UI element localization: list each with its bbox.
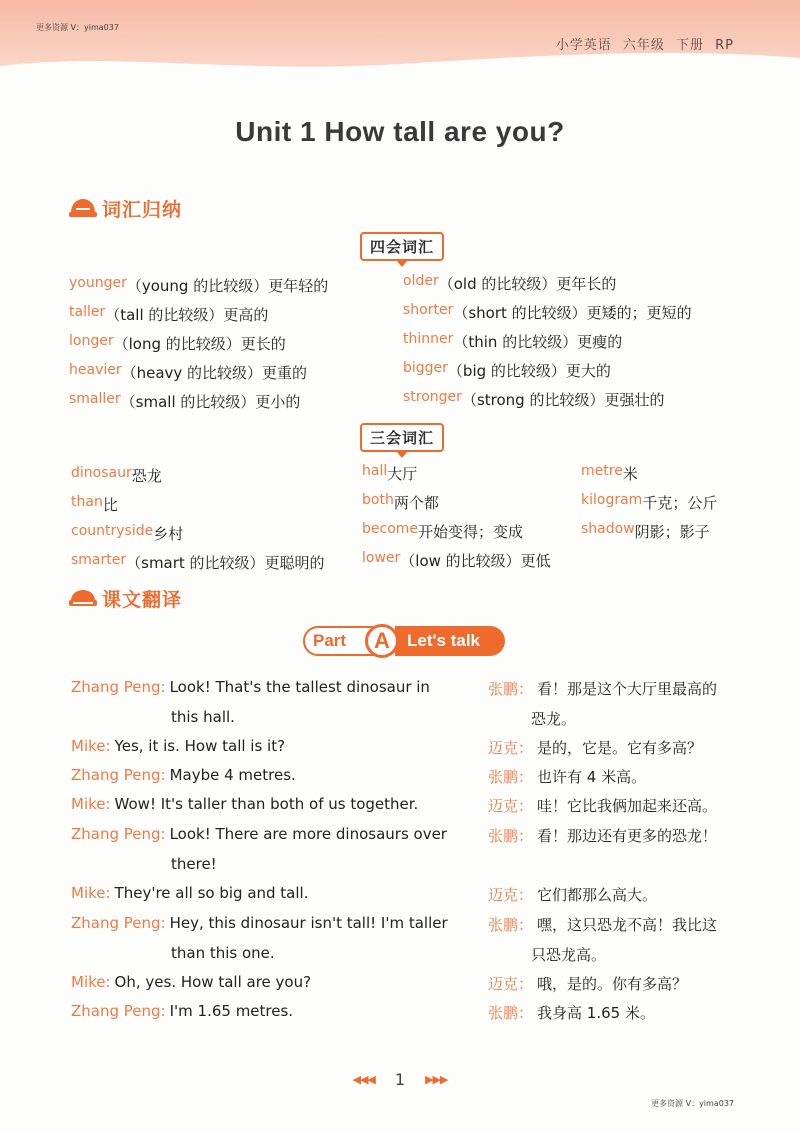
vocab-entry [71, 494, 118, 514]
vocab-meaning: （thin 的比较级）更瘦的 [453, 333, 623, 351]
dialogue-line [488, 825, 717, 846]
speaker-name: Mike: [71, 795, 111, 813]
vocab-entry [71, 465, 162, 485]
vocab-meaning: 阴影；影子 [634, 523, 710, 541]
vocab-word: countryside [71, 523, 154, 539]
vocab-meaning: （young 的比较级）更年轻的 [126, 277, 329, 295]
vocab-meaning: 比 [102, 496, 118, 514]
vocab-meaning: （strong 的比较级）更强壮的 [461, 391, 665, 409]
vocab-word: smaller [69, 391, 121, 407]
line-text: I'm 1.65 metres. [169, 1002, 294, 1020]
speaker-name: 张鹏： [488, 768, 534, 786]
dialogue-line [71, 825, 447, 843]
vocab-meaning: （smart 的比较级）更聪明的 [126, 554, 325, 572]
line-text: 是的，它是。它有多高？ [537, 739, 703, 757]
vocab-entry [362, 550, 551, 570]
vocab-word: longer [69, 333, 114, 349]
pointer-tip [396, 451, 408, 458]
line-text: 嘿，这只恐龙不高！我比这 [537, 916, 718, 934]
speaker-name: 迈克： [488, 975, 534, 993]
vocab-word: bigger [403, 360, 448, 376]
vocab-entry [403, 302, 692, 322]
speaker-name: 迈克： [488, 739, 534, 757]
vocab-entry [69, 362, 308, 382]
line-text: 它们都那么高大。 [537, 886, 658, 904]
dialogue-line [531, 708, 576, 729]
line-text: this hall. [171, 708, 235, 726]
vocab-meaning: （small 的比较级）更小的 [120, 393, 301, 411]
speaker-name: Mike: [71, 973, 111, 991]
dialogue-line [488, 973, 687, 994]
vocab-word: become [362, 521, 419, 537]
vocab-meaning: （short 的比较级）更矮的；更短的 [453, 304, 692, 322]
vocab-meaning: 大厅 [387, 465, 418, 483]
dialogue-line [71, 973, 311, 991]
vocab-word: younger [69, 275, 127, 291]
dialogue-line [531, 944, 606, 965]
vocab-entry [403, 360, 611, 380]
speaker-name: Zhang Peng: [71, 1002, 166, 1020]
speaker-name: Zhang Peng: [71, 914, 166, 932]
vocab-word: smarter [71, 552, 127, 568]
speaker-name: 张鹏： [488, 916, 534, 934]
speaker-name: 张鹏： [488, 1004, 534, 1022]
line-text: Oh, yes. How tall are you? [114, 973, 312, 991]
four-skill-heading [360, 232, 444, 261]
vocab-meaning: （big 的比较级）更大的 [447, 362, 611, 380]
line-text: 看！那边还有更多的恐龙！ [537, 827, 718, 845]
dialogue-line [488, 1002, 655, 1023]
speaker-name: 迈克： [488, 797, 534, 815]
page-number: 1 [394, 1070, 406, 1089]
vocab-word: shorter [403, 302, 454, 318]
vocab-word: thinner [403, 331, 454, 347]
line-text: than this one. [171, 944, 275, 962]
section-heading-vocabulary [68, 194, 182, 222]
vocab-word: shadow [581, 521, 635, 537]
vocab-word: metre [581, 463, 623, 479]
vocab-meaning: （long 的比较级）更长的 [113, 335, 286, 353]
line-text: 只恐龙高。 [531, 946, 607, 964]
speaker-name: Mike: [71, 737, 111, 755]
dialogue-line [71, 1002, 293, 1020]
line-text: 哇！它比我俩加起来还高。 [537, 797, 718, 815]
vocab-word: lower [362, 550, 401, 566]
vocab-meaning: 两个都 [393, 494, 439, 512]
line-text: They're all so big and tall. [114, 884, 309, 902]
vocab-word: stronger [403, 389, 462, 405]
vocab-word: both [362, 492, 394, 508]
three-skill-heading [360, 423, 444, 452]
dialogue-line [71, 795, 418, 813]
part-title: Let's talk [395, 626, 505, 656]
part-banner [303, 624, 503, 658]
section-label: 词汇归纳 [102, 198, 183, 221]
dialogue-line [71, 737, 285, 755]
dialogue-line [71, 884, 308, 902]
line-text: Yes, it is. How tall is it? [114, 737, 286, 755]
prev-arrows-icon: ◀◀◀ [352, 1073, 375, 1086]
dialogue-line [488, 678, 717, 699]
vocab-meaning: 开始变得；变成 [418, 523, 524, 541]
line-text: Look! There are more dinosaurs over [169, 825, 447, 843]
vocab-meaning: 米 [622, 465, 638, 483]
vocab-entry [403, 389, 665, 409]
part-label: Part [303, 626, 375, 656]
watermark-top: 更多资源 V：yima037 [36, 23, 119, 32]
dialogue-line [71, 678, 430, 696]
book-icon [68, 587, 98, 609]
line-text: 我身高 1.65 米。 [537, 1004, 655, 1022]
speaker-name: Mike: [71, 884, 111, 902]
line-text: Hey, this dinosaur isn't tall! I'm taller [169, 914, 448, 932]
vocab-word: than [71, 494, 103, 510]
vocab-meaning: （old 的比较级）更年长的 [438, 275, 617, 293]
speaker-name: Zhang Peng: [71, 825, 166, 843]
vocab-entry [69, 333, 286, 353]
dialogue-line [71, 766, 296, 784]
dialogue-line [171, 855, 217, 873]
three-skill-label: 三会词汇 [370, 429, 435, 447]
speaker-name: 张鹏： [488, 827, 534, 845]
vocab-entry [581, 492, 718, 512]
dialogue-line [488, 737, 702, 758]
vocab-entry [581, 521, 710, 541]
vocab-word: kilogram [581, 492, 643, 508]
speaker-name: 张鹏： [488, 680, 534, 698]
vocab-meaning: 恐龙 [131, 467, 162, 485]
vocab-word: taller [69, 304, 106, 320]
vocab-meaning: （low 的比较级）更低 [400, 552, 551, 570]
line-text: 哦，是的。你有多高？ [537, 975, 688, 993]
line-text: 也许有 4 米高。 [537, 768, 647, 786]
line-text: Maybe 4 metres. [169, 766, 296, 784]
vocab-meaning: 千克；公斤 [642, 494, 718, 512]
header-meta: 小学英语 六年级 下册 RP [555, 38, 734, 53]
vocab-entry [362, 463, 418, 483]
speaker-name: Zhang Peng: [71, 766, 166, 784]
page-footer [0, 1070, 800, 1089]
line-text: there! [171, 855, 217, 873]
four-skill-label: 四会词汇 [370, 238, 435, 256]
vocab-entry [71, 523, 184, 543]
line-text: 看！那是这个大厅里最高的 [537, 680, 718, 698]
line-text: 恐龙。 [531, 710, 577, 728]
vocab-meaning: （heavy 的比较级）更重的 [121, 364, 308, 382]
vocab-entry [69, 275, 329, 295]
vocab-entry [362, 521, 524, 541]
vocab-entry [69, 391, 301, 411]
speaker-name: Zhang Peng: [71, 678, 166, 696]
speaker-name: 迈克： [488, 886, 534, 904]
section-heading-translation [68, 584, 182, 612]
dialogue-line [488, 795, 717, 816]
pointer-tip [396, 260, 408, 267]
dialogue-line [71, 914, 448, 932]
vocab-meaning: （tall 的比较级）更高的 [105, 306, 269, 324]
dialogue-line [171, 944, 275, 962]
vocab-entry [403, 331, 623, 351]
vocab-word: dinosaur [71, 465, 132, 481]
section-label: 课文翻译 [102, 588, 183, 611]
dialogue-line [171, 708, 235, 726]
dialogue-line [488, 914, 717, 935]
vocab-entry [403, 273, 617, 293]
vocab-word: hall [362, 463, 388, 479]
part-letter: A [365, 624, 399, 658]
watermark-bottom: 更多资源 V：yima037 [651, 1099, 734, 1108]
vocab-entry [69, 304, 269, 324]
vocab-word: older [403, 273, 439, 289]
vocab-entry [581, 463, 638, 483]
vocab-entry [362, 492, 439, 512]
line-text: Wow! It's taller than both of us together. [114, 795, 419, 813]
page-title: Unit 1 How tall are you? [235, 116, 565, 147]
line-text: Look! That's the tallest dinosaur in [169, 678, 430, 696]
next-arrows-icon: ▶▶▶ [425, 1073, 448, 1086]
vocab-entry [71, 552, 325, 572]
vocab-meaning: 乡村 [153, 525, 184, 543]
hat-icon [68, 197, 98, 219]
dialogue-line [488, 884, 657, 905]
dialogue-line [488, 766, 646, 787]
vocab-word: heavier [69, 362, 122, 378]
